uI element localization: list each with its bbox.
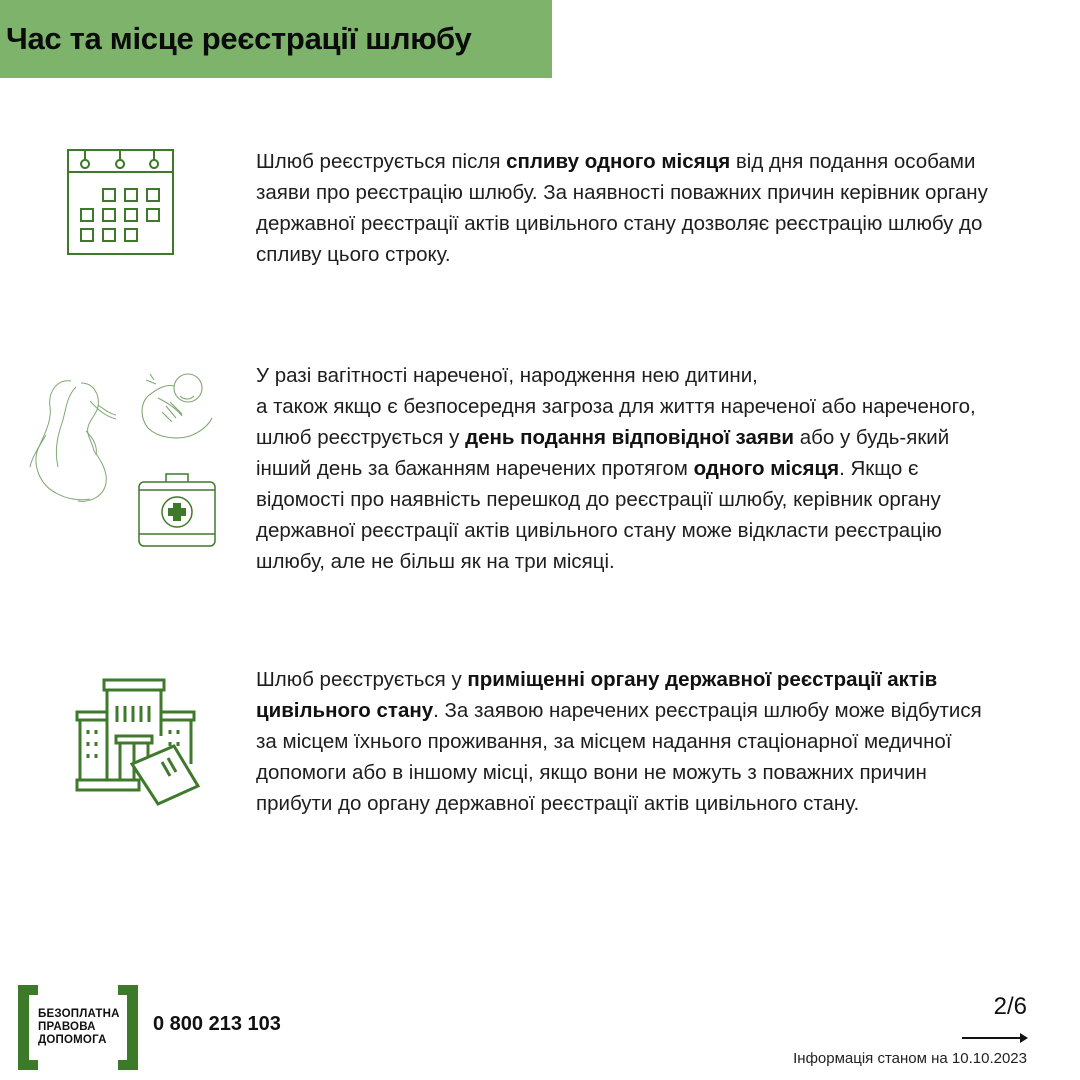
paragraph-part: У разі вагітності нареченої, народження нею дитини, xyxy=(256,364,758,387)
section-registration-place xyxy=(256,664,996,819)
paragraph-part: від дня подання особами заяви про реєстрацію шлюбу. За наявності поважних причин керівник органу державної реєстрації актів цивільного стану дозволяє реєстрацію шлюбу до спливу цього строку. xyxy=(256,150,988,266)
page-title: Час та місце реєстрації шлюбу xyxy=(6,21,472,56)
calendar-icon xyxy=(66,145,176,257)
bold-highlight: день подання відповідної заяви xyxy=(465,426,795,449)
bold-highlight: приміщенні органу державної реєстрації актів цивільного стану xyxy=(256,668,938,722)
newborn-baby-icon xyxy=(136,366,216,446)
paragraph-part: Шлюб реєструється після xyxy=(256,150,507,173)
bold-highlight: спливу одного місяця xyxy=(506,150,731,173)
arrow-right-icon[interactable] xyxy=(962,1031,1030,1045)
logo-line: ПРАВОВА xyxy=(38,1021,96,1033)
logo-text xyxy=(38,1008,120,1047)
section-registration-time xyxy=(256,146,996,270)
paragraph-part: або у будь-який інший день за бажанням наречених протягом xyxy=(256,426,950,480)
paragraph-part: . Якщо є відомості про наявність перешкод до реєстрації шлюбу, керівник органу державної реєстрації актів цивільного стану може відкласти реєстрацію шлюбу, але не більш як на три місяці. xyxy=(256,457,942,573)
paragraph-part: а також якщо є безпосередня загроза для життя нареченої або нареченого, шлюб реєструється у xyxy=(256,395,976,449)
government-building-icon xyxy=(74,676,204,806)
page-indicator: 2/6 xyxy=(993,993,1027,1020)
pregnant-woman-icon xyxy=(26,375,126,515)
paragraph-part: . За заявою наречених реєстрація шлюбу може відбутися за місцем їхнього проживання, за місцем надання стаціонарної медичної допомоги або в іншому місці, якщо вони не можуть з поважних причин прибути до органу державної реєстрації актів цивільного стану. xyxy=(256,699,982,815)
logo-line: БЕЗОПЛАТНА xyxy=(38,1008,120,1020)
bold-highlight: одного місяця xyxy=(693,457,840,480)
section-special-cases xyxy=(256,360,996,577)
free-legal-aid-logo xyxy=(18,985,138,1070)
title-banner xyxy=(0,0,552,78)
info-date: Інформація станом на 10.10.2023 xyxy=(793,1050,1027,1067)
logo-line: ДОПОМОГА xyxy=(38,1034,107,1046)
paragraph-part: Шлюб реєструється у xyxy=(256,668,468,691)
hotline-phone: 0 800 213 103 xyxy=(153,1013,281,1035)
first-aid-kit-icon xyxy=(136,470,218,548)
